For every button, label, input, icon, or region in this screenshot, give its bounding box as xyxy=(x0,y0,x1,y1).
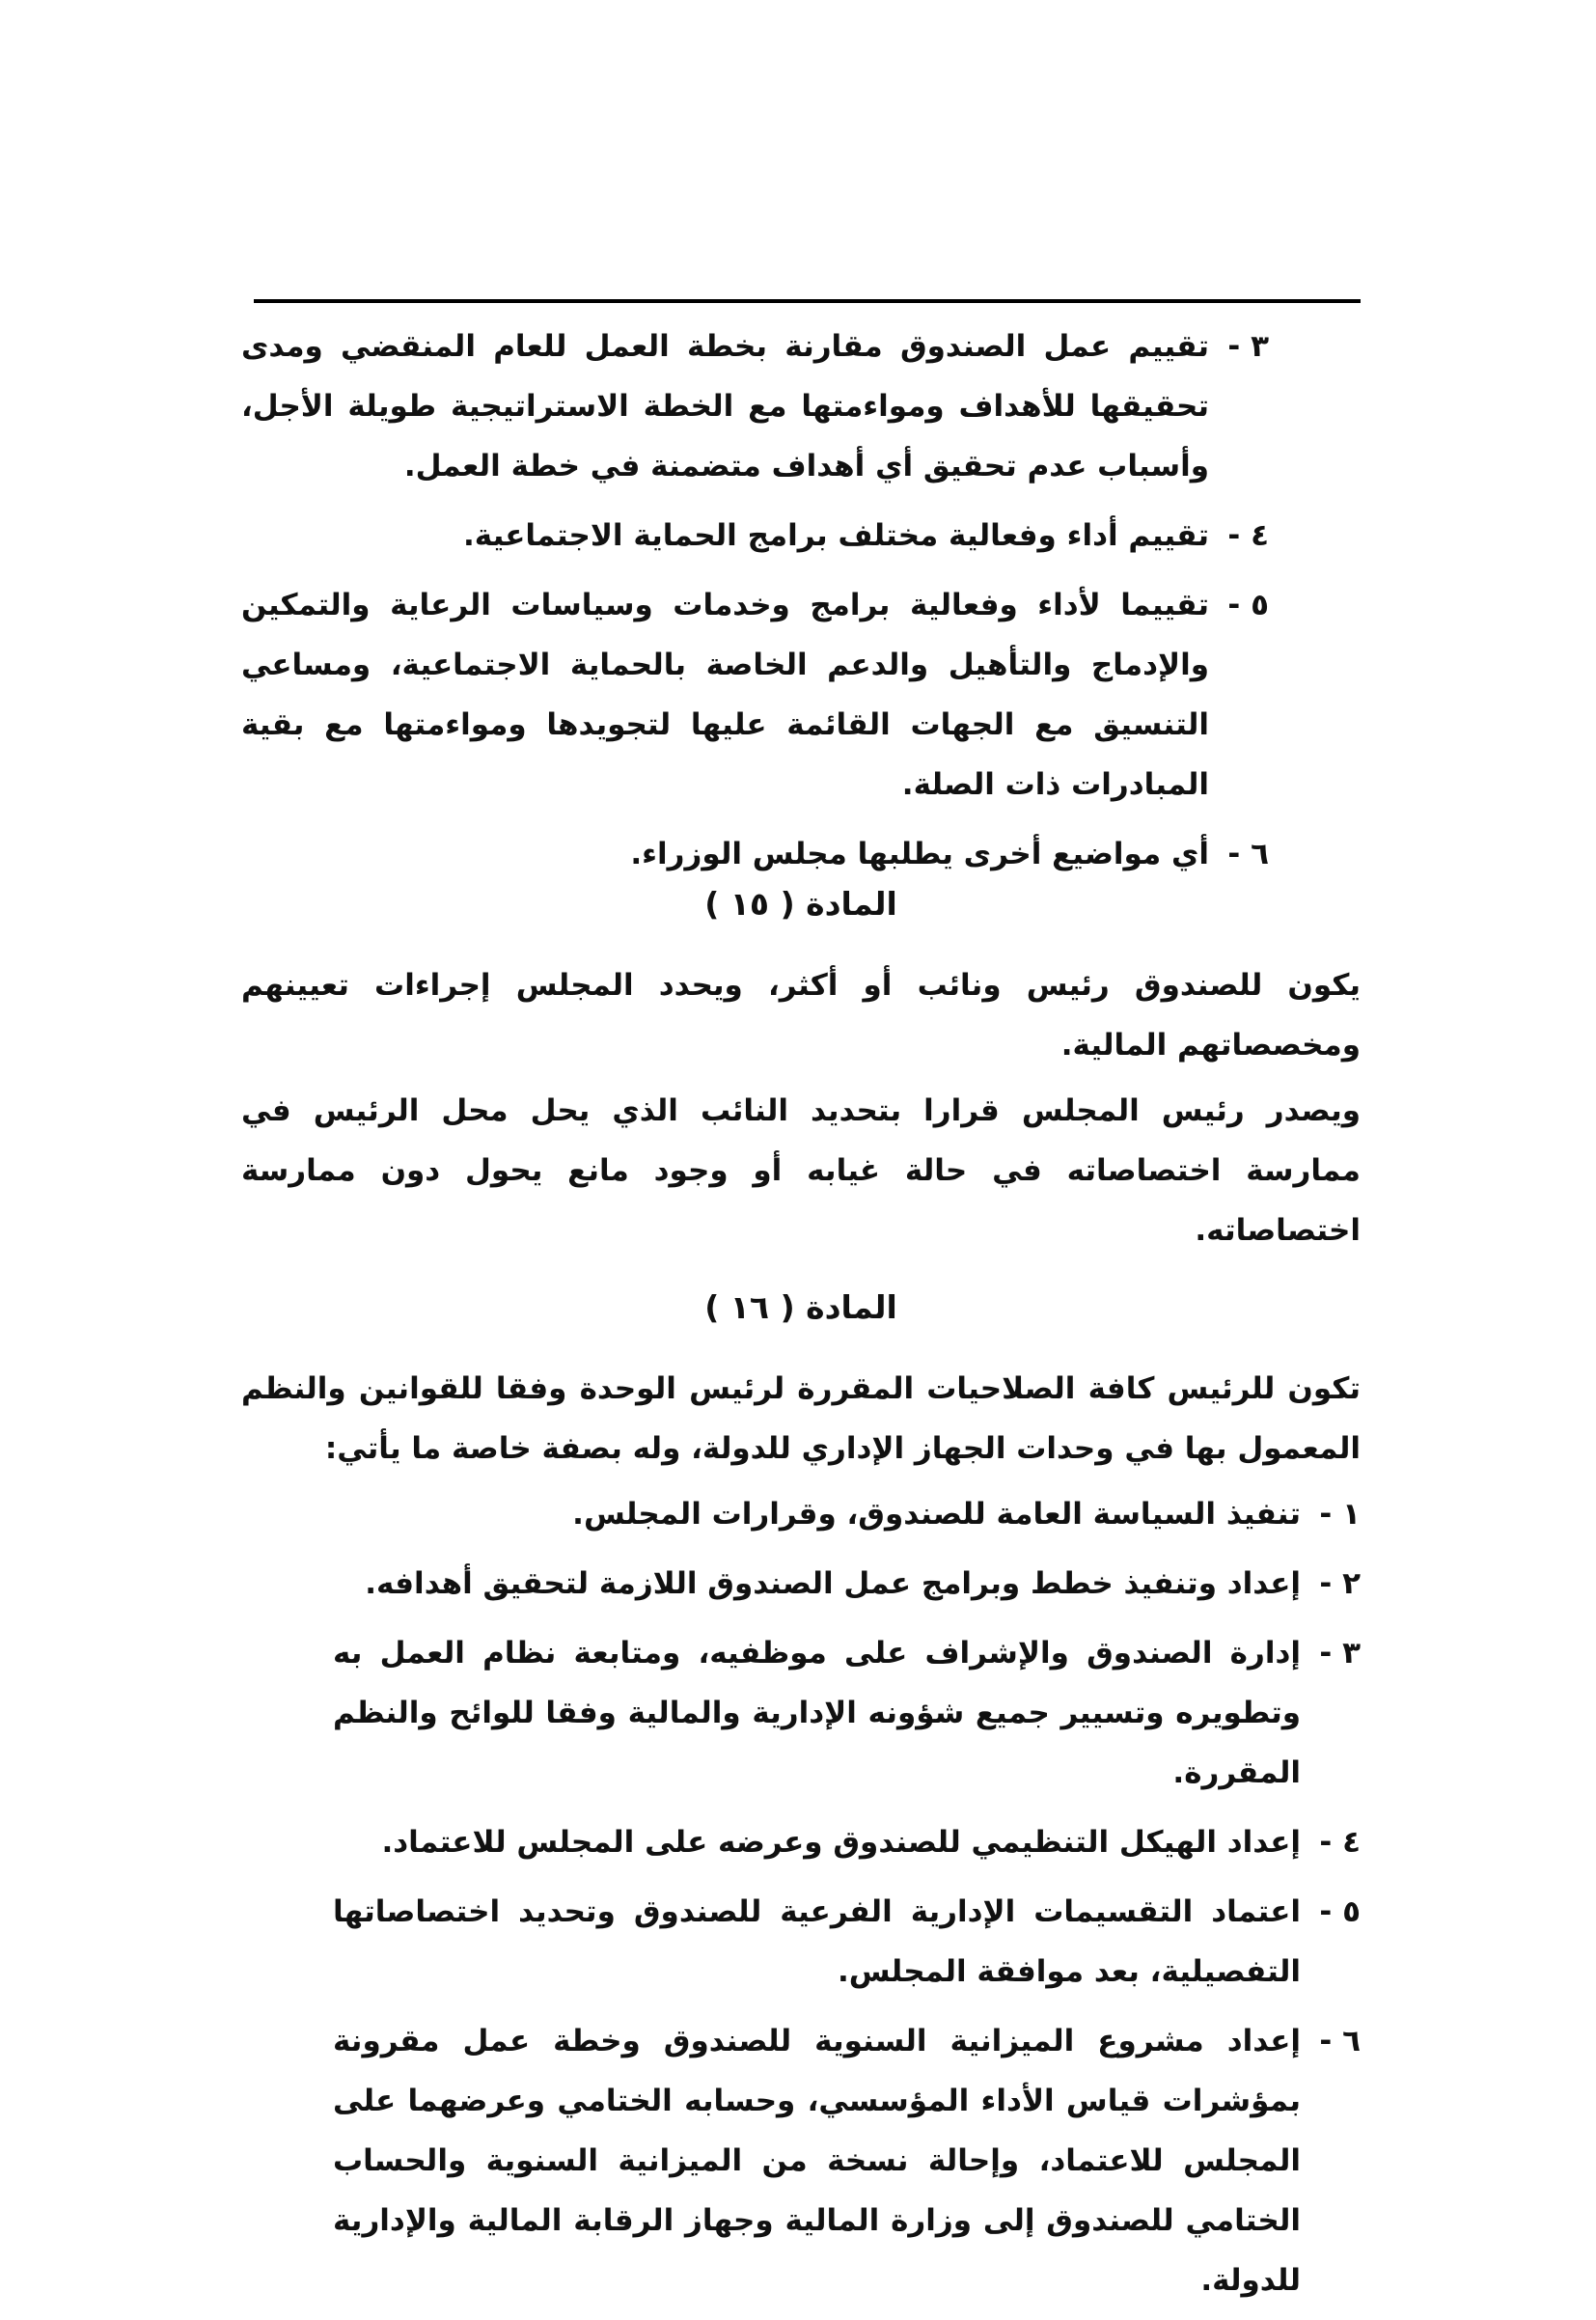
item-number: ٥ - xyxy=(1227,588,1269,622)
article-16-intro: تكون للرئيس كافة الصلاحيات المقررة لرئيس الوحدة وفقا للقوانين والنظم المعمول بها في وحدات الجهاز الإداري للدولة، وله بصفة خاصة ما يأتي: xyxy=(241,1371,1361,1466)
list-item xyxy=(333,2011,1361,2310)
article-16-list xyxy=(241,1484,1361,2310)
item-text: تقييم أداء وفعالية مختلف برامج الحماية الاجتماعية. xyxy=(463,518,1209,553)
item-text: إعداد وتنفيذ خطط وبرامج عمل الصندوق اللازمة لتحقيق أهدافه. xyxy=(365,1566,1301,1601)
header-rule xyxy=(254,299,1361,303)
item-number: ٤ - xyxy=(1319,1825,1361,1860)
articles-section xyxy=(241,869,1361,2320)
item-number: ٥ - xyxy=(1319,1894,1361,1929)
list-item xyxy=(333,1623,1361,1803)
item-number: ٢ - xyxy=(1319,1566,1361,1601)
item-text: تقييم عمل الصندوق مقارنة بخطة العمل للعام المنقضي ومدى تحقيقها للأهداف ومواءمتها مع الخطة الاستراتيجية طويلة الأجل، وأسباب عدم تحقيق أي أهداف متضمنة في خطة العمل. xyxy=(241,329,1209,483)
item-text: إدارة الصندوق والإشراف على موظفيه، ومتابعة نظام العمل به وتطويره وتسيير جميع شؤونه الإدارية والمالية وفقا للوائح والنظم المقررة. xyxy=(333,1636,1301,1790)
item-text: إعداد الهيكل التنظيمي للصندوق وعرضه على المجلس للاعتماد. xyxy=(381,1825,1301,1860)
article-15-paragraph: ويصدر رئيس المجلس قرارا بتحديد النائب الذي يحل محل الرئيس في ممارسة اختصاصاته في حالة غيابه أو وجود مانع يحول دون ممارسة اختصاصاته. xyxy=(241,1093,1361,1248)
top-list xyxy=(241,317,1269,894)
item-number: ٦ - xyxy=(1227,837,1269,871)
article-15-paragraph: يكون للصندوق رئيس ونائب أو أكثر، ويحدد المجلس إجراءات تعيينهم ومخصصاتهم المالية. xyxy=(241,968,1361,1063)
item-number: ١ - xyxy=(1319,1497,1361,1532)
article-16-heading: المادة ( ١٦ ) xyxy=(704,1288,897,1326)
item-number: ٣ - xyxy=(1319,1636,1361,1671)
list-item xyxy=(241,506,1269,566)
item-text: أي مواضيع أخرى يطلبها مجلس الوزراء. xyxy=(630,837,1209,871)
item-number: ٣ - xyxy=(1227,329,1269,364)
item-number: ٦ - xyxy=(1319,2024,1361,2058)
list-item xyxy=(333,1554,1361,1614)
item-text: اعتماد التقسيمات الإدارية الفرعية للصندوق وتحديد اختصاصاتها التفصيلية، بعد موافقة المجلس. xyxy=(333,1894,1301,1989)
article-15-heading: المادة ( ١٥ ) xyxy=(704,885,897,923)
list-item xyxy=(241,575,1269,815)
list-item xyxy=(333,1882,1361,2002)
list-item xyxy=(333,1812,1361,1872)
item-text: إعداد مشروع الميزانية السنوية للصندوق وخطة عمل مقرونة بمؤشرات قياس الأداء المؤسسي، وحسابه الختامي وعرضهما على المجلس للاعتماد، وإحالة نسخة من الميزانية السنوية والحساب الختامي للصندوق إلى وزارة المالية وجهاز الرقابة المالية والإدارية للدولة. xyxy=(333,2024,1301,2298)
list-item xyxy=(333,1484,1361,1544)
item-number: ٤ - xyxy=(1227,518,1269,553)
item-text: تنفيذ السياسة العامة للصندوق، وقرارات المجلس. xyxy=(572,1497,1301,1532)
list-item xyxy=(241,317,1269,496)
item-text: تقييما لأداء وفعالية برامج وخدمات وسياسات الرعاية والتمكين والإدماج والتأهيل والدعم الخاصة بالحماية الاجتماعية، ومساعي التنسيق مع الجهات القائمة عليها لتجويدها ومواءمتها مع بقية المبادرات ذات الصلة. xyxy=(241,588,1209,802)
